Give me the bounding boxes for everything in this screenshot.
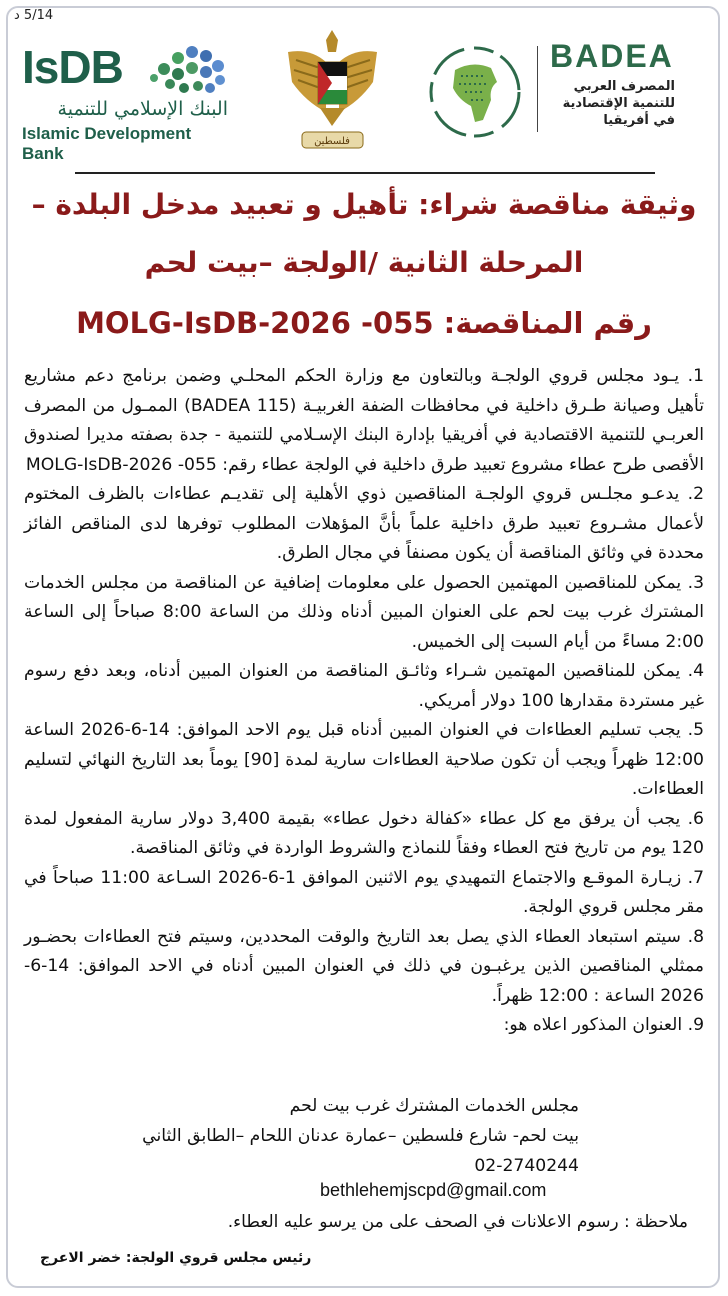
- paragraph-4: 4. يمكن للمناقصين المهتمين شـراء وثائـق المناقصة من العنوان المبين أدناه، وبعد دفع رسوم غير مستردة مقدارها 100 دولار أمريكي.: [24, 661, 704, 711]
- tender-title-line2: المرحلة الثانية /الولجة –بيت لحم: [144, 246, 584, 279]
- isdb-logo: [22, 38, 232, 163]
- palestinian-eagle-emblem-icon: [280, 22, 385, 157]
- badea-wordmark: BADEA: [550, 38, 674, 74]
- paragraph-1: 1. يـود مجلس قروي الولجـة وبالتعاون مع وزارة الحكم المحلـي وضمن برنامج دعم مشاريع تأهيل وصيانة طـرق داخلية في محافظات الضفة الغربيـة (BADEA 115) الممـول من المصرف العربـي للتنمية الاقتصادية في أفريقيا بإدارة البنك الإسـلامي للتنمية - جدة بصفته مديرا لصندوق الأقصى طرح عطاء مشروع تعبيد طرق داخلية في الولجة عطاء رقم: 055- MOLG-IsDB-2026: [24, 366, 705, 475]
- paragraph-9: 9. العنوان المذكور اعلاه هو:: [503, 1015, 704, 1035]
- paragraph-8: 8. سيتم استبعاد العطاء الذي يصل بعد التاريخ والوقت المحددين، وسيتم فتح العطاءات بحضـور ممثلي المناقصين الذين يرغبـون في ذلك في العنوان المبين أدناه في الاحد الموافق: 14-6-2026 الساعة : 12:00 ظهراً.: [24, 926, 704, 1006]
- paragraph-6: 6. يجب أن يرفق مع كل عطاء «كفالة دخول عطاء» بقيمة 3,400 دولار سارية المفعول لمدة 120 يوم من تاريخ فتح العطاء وفقاً للنماذج والشروط الواردة في وثائق المناقصة.: [24, 808, 704, 858]
- tender-number: رقم المناقصة: 055- MOLG-IsDB-2026: [76, 306, 652, 340]
- address-phone: 02-2740244: [474, 1156, 579, 1176]
- address-line2: بيت لحم- شارع فلسطين –عمارة عدنان اللحام –الطابق الثاني: [142, 1126, 579, 1146]
- fees-note: ملاحظة : رسوم الاعلانات في الصحف على من يرسو عليه العطاء.: [227, 1212, 688, 1232]
- paragraph-3: 3. يمكن للمناقصين المهتمين الحصول على معلومات إضافية عن المناقصة من مجلس الخدمات المشترك غرب بيت لحم على العنوان المبين أدناه وذلك من الساعة 8:00 صباحاً إلى الساعة 2:00 مساءً من أيام السبت إلى الخميس.: [24, 572, 704, 652]
- tender-title-line1: وثيقة مناقصة شراء: تأهيل و تعبيد مدخل البلدة –: [31, 188, 697, 221]
- isdb-english-name: Islamic Development Bank: [22, 124, 192, 163]
- address-line1: مجلس الخدمات المشترك غرب بيت لحم: [289, 1096, 579, 1116]
- badea-logo: [425, 38, 705, 148]
- paragraph-7: 7. زيـارة الموقـع والاجتماع التمهيدي يوم الاثنين الموافق 1-6-2026 السـاعة 11:00 صباحاً في مقر مجلس قروي الولجة.: [24, 867, 705, 917]
- africa-map-icon: [425, 42, 525, 142]
- paragraph-5: 5. يجب تسليم العطاءات في العنوان المبين أدناه قبل يوم الاحد الموافق: 14-6-2026 الساعة 12:00 ظهراً ويجب أن تكون صلاحية العطاءات سارية لمدة [90] يوماً بعد التاريخ النهائي لتسليم العطاءات.: [24, 720, 704, 799]
- isdb-wordmark: IsDB: [22, 41, 123, 93]
- badea-arabic-name: المصرف العربي للتنمية الإقتصادية في أفريقيا: [562, 79, 675, 128]
- council-head-signature: رئيس مجلس قروي الولجة: خضر الاعرج: [40, 1250, 312, 1266]
- reference-number: 5/14 د: [14, 8, 54, 23]
- header-divider: [75, 172, 655, 174]
- emblem-text: فلسطين: [314, 136, 350, 147]
- address-email: bethlehemjscpd@gmail.com: [320, 1180, 547, 1200]
- paragraph-2: 2. يدعـو مجلـس قروي الولجـة المناقصين ذوي الأهلية إلى تقديـم عطاءات بالظرف المختوم لأعمال مشـروع تعبيد طرق داخلية علماً بأنَّ المؤهلات المطلوب توفرها لدى المناقص الفائز محددة في وثائق المناقصة أن يكون مصنفاً في مجال الطرق.: [24, 484, 704, 563]
- isdb-arabic-name: البنك الإسلامي للتنمية: [57, 98, 228, 120]
- tender-body: [24, 362, 704, 1041]
- globe-icon: [134, 38, 234, 100]
